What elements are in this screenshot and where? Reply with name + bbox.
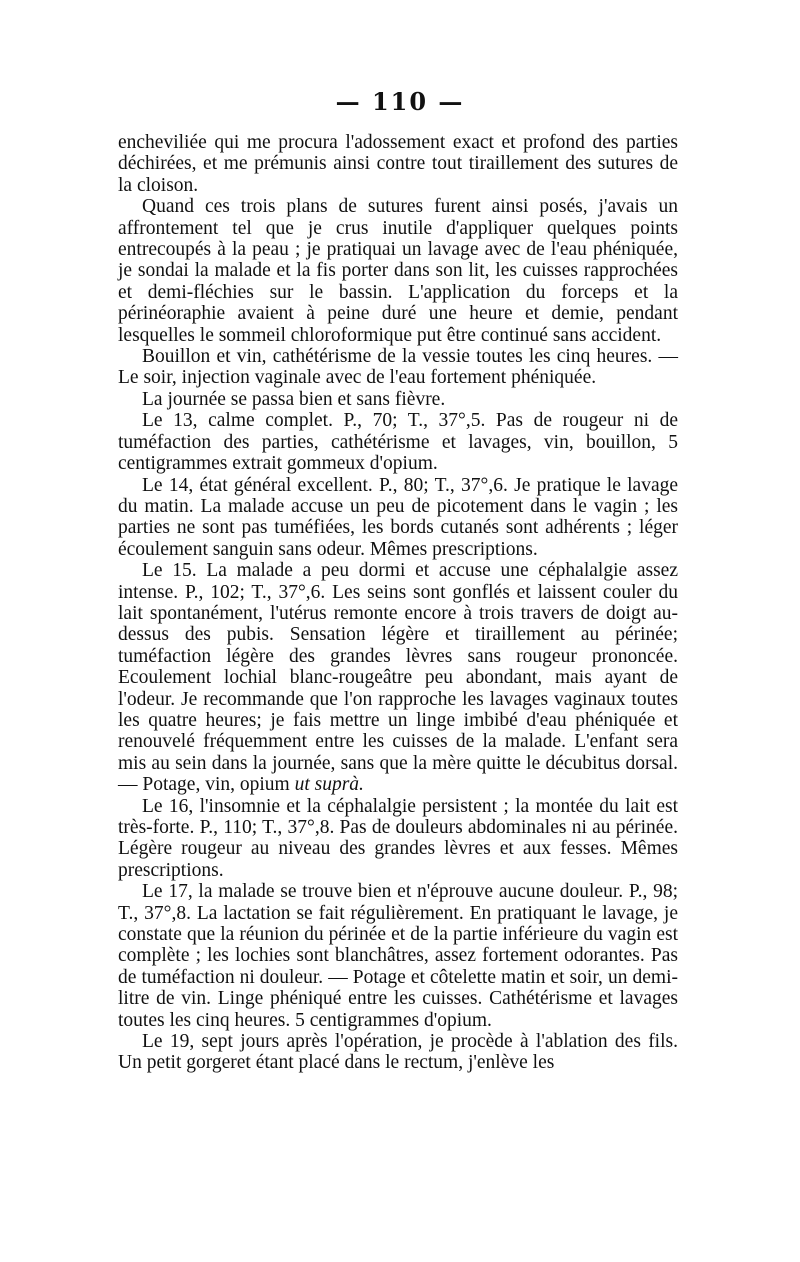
paragraph-day-14: Le 14, état général excellent. P., 80; T., 37°,6. Je pratique le lavage du matin. La malade accuse un peu de picotement dans le vagin ; les parties ne sont pas tuméfiées, les bords cutanés sont adhérents ; léger écoulement sanguin sans odeur. Mêmes prescriptions. xyxy=(118,474,678,560)
paragraph-journee: La journée se passa bien et sans fièvre. xyxy=(142,388,446,410)
paragraph-bouillon: Bouillon et vin, cathétérisme de la vessie toutes les cinq heures. — Le soir, injection vaginale avec de l'eau fortement phéniquée. xyxy=(118,346,678,389)
page-number: — 110 — xyxy=(335,87,465,116)
paragraph-day-17: Le 17, la malade se trouve bien et n'éprouve aucune douleur. P., 98; T., 37°,8. La lactation se fait régulièrement. En pratiquant le lavage, je constate que la réunion du périnée et de la partie inférieure du vagin est complète ; les lochies sont blanchâtres, assez fortement odorantes. Pas de tuméfaction ni douleur. — Potage et côtelette matin et soir, un demi-litre de vin. Linge phéniqué entre les cuisses. Cathétérisme et lavages toutes les cinq heures. 5 centigrammes d'opium. xyxy=(118,881,678,1031)
paragraph-day-15-text: Le 15. La malade a peu dormi et accuse une céphalalgie assez intense. P., 102; T., 37°,6. Les seins sont gonflés et laissent couler du lait spontanément, l'utérus remonte encore à trois travers de doigt au-dessus des pubis. Sensation légère et tiraillement au périnée; tuméfaction légère des grandes lèvres sans rougeur prononcée. Ecoulement lochial blanc-rougeâtre peu abondant, mais ayant de l'odeur. Je recommande que l'on rapproche les lavages vaginaux toutes les quatre heures; je fais mettre un linge imbibé d'eau phéniquée et renouvelé fréquemment entre les cuisses de la malade. L'enfant sera mis au sein dans la journée, sans que la mère quitte le décubitus dorsal. — Potage, vin, opium xyxy=(118,560,678,796)
paragraph-day-19: Le 19, sept jours après l'opération, je procède à l'ablation des fils. Un petit gorgeret étant placé dans le rectum, j'enlève les xyxy=(118,1031,678,1074)
paragraph-day-13: Le 13, calme complet. P., 70; T., 37°,5. Pas de rougeur ni de tuméfaction des parties, cathétérisme et lavages, vin, bouillon, 5 centigrammes extrait gommeux d'opium. xyxy=(118,410,678,475)
paragraph-sutures: Quand ces trois plans de sutures furent ainsi posés, j'avais un affrontement tel que je crus inutile d'appliquer quelques points entrecoupés à la peau ; je pratiquai un lavage avec de l'eau phéniquée, je sondai la malade et la fis porter dans son lit, les cuisses rapprochées et demi-fléchies sur le bassin. L'application du forceps et la périnéoraphie avaient à peine duré une heure et demie, pendant lesquelles le sommeil chloroformique put être continué sans accident. xyxy=(118,196,678,346)
paragraph-day-15-italic: ut suprà. xyxy=(294,774,364,796)
page-body xyxy=(118,132,678,1074)
paragraph-day-15 xyxy=(118,560,678,795)
paragraph-continuation: encheviliée qui me procura l'adossement exact et profond des parties déchirées, et me prémunis ainsi contre tout tiraillement des sutures de la cloison. xyxy=(118,132,678,196)
paragraph-day-16: Le 16, l'insomnie et la céphalalgie persistent ; la montée du lait est très-forte. P., 110; T., 37°,8. Pas de douleurs abdominales ni au périnée. Légère rougeur au niveau des grandes lèvres et aux fesses. Mêmes prescriptions. xyxy=(118,795,678,881)
